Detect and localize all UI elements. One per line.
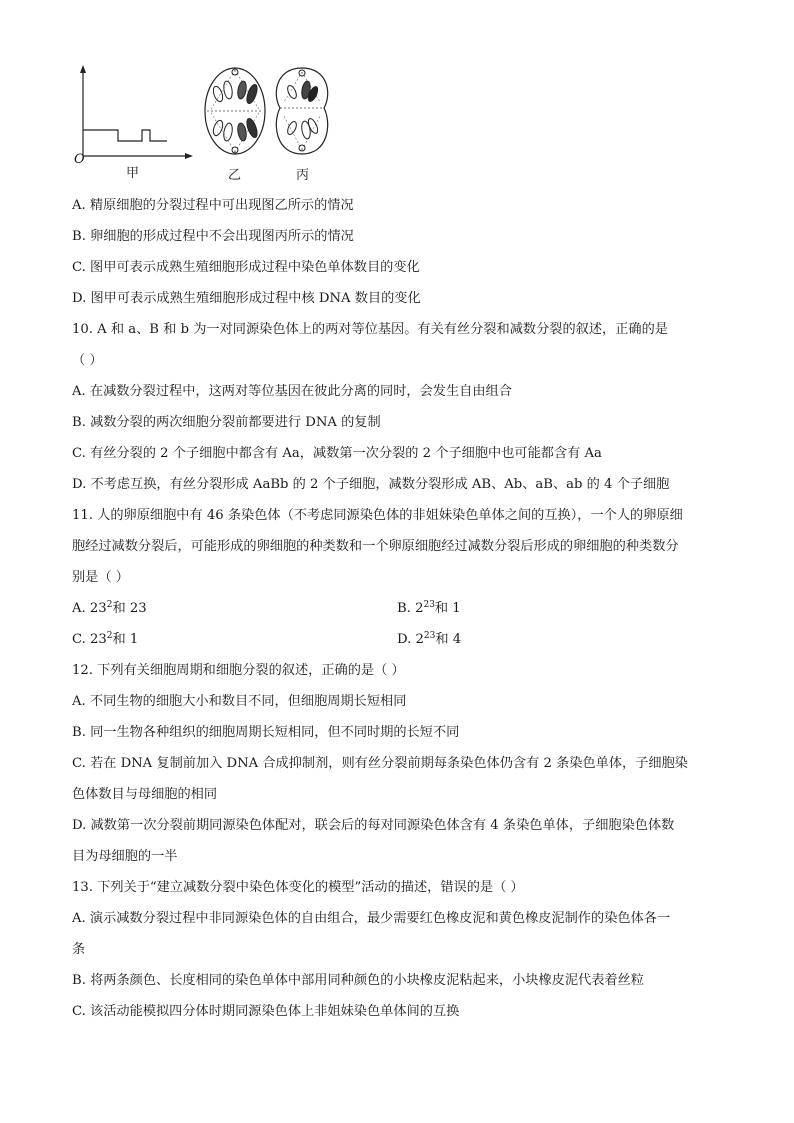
cell-yi	[205, 68, 265, 154]
label-yi: 乙	[228, 168, 242, 183]
q10-stem: 10. A 和 a、B 和 b 为一对同源染色体上的两对等位基因。有关有丝分裂和减数分裂的叙述，正确的是	[72, 322, 668, 337]
graph-jia	[80, 65, 193, 159]
label-bing: 丙	[296, 168, 310, 183]
q9-option-c: C. 图甲可表示成熟生殖细胞形成过程中染色单体数目的变化	[72, 260, 420, 275]
q10-option-c: C. 有丝分裂的 2 个子细胞中都含有 Aa，减数第一次分裂的 2 个子细胞中也可能都含有 Aa	[72, 446, 602, 461]
figure-panel	[70, 62, 350, 184]
label-jia: 甲	[126, 166, 140, 181]
q11-option-b: B. $2^{23}$和 1	[397, 600, 461, 616]
q12-option-d-line1: D. 减数第一次分裂前期同源染色体配对，联会后的每对同源染色体含有 4 条染色单体，子细胞染色体数	[72, 818, 675, 833]
q13-option-a-line2: 条	[72, 942, 86, 957]
y-axis-arrow	[80, 65, 86, 73]
x-axis-arrow	[185, 153, 193, 159]
q12-option-a: A. 不同生物的细胞大小和数目不同，但细胞周期长短相同	[72, 694, 407, 709]
cell-bing	[276, 68, 327, 154]
q9-option-b: B. 卵细胞的形成过程中不会出现图丙所示的情况	[72, 229, 354, 244]
q9-option-a: A. 精原细胞的分裂过程中可出现图乙所示的情况	[72, 198, 354, 213]
q10-option-a: A. 在减数分裂过程中，这两对等位基因在彼此分离的同时，会发生自由组合	[72, 384, 512, 399]
q11-stem-line1: 11. 人的卵原细胞中有 46 条染色体（不考虑同源染色体的非姐妹染色单体之间的互换），一个人的卵原细	[72, 508, 683, 523]
q11-option-c: C. $23^2$和 1	[72, 631, 139, 647]
q11-option-a: A. $23^2$和 23	[72, 600, 147, 616]
q12-option-b: B. 同一生物各种组织的细胞周期长短相同，但不同时期的长短不同	[72, 725, 460, 740]
graph-curve	[83, 130, 167, 141]
q10-option-b: B. 减数分裂的两次细胞分裂前都要进行 DNA 的复制	[72, 415, 381, 430]
q11-options-row1	[72, 593, 722, 624]
q12-option-d-line2: 目为母细胞的一半	[72, 849, 178, 864]
q11-option-d: D. $2^{23}$和 4	[397, 631, 462, 647]
q13-option-b: B. 将两条颜色、长度相同的染色单体中部用同种颜色的小块橡皮泥粘起来，小块橡皮泥代表着丝粒	[72, 973, 644, 988]
q12-stem: 12. 下列有关细胞周期和细胞分裂的叙述，正确的是（ ）	[72, 663, 405, 678]
q12-option-c-line1: C. 若在 DNA 复制前加入 DNA 合成抑制剂，则有丝分裂前期每条染色体仍含有 2 条染色单体，子细胞染	[72, 756, 688, 771]
q13-option-c: C. 该活动能模拟四分体时期同源染色体上非姐妹染色单体间的互换	[72, 1004, 460, 1019]
q13-option-a-line1: A. 演示减数分裂过程中非同源染色体的自由组合，最少需要红色橡皮泥和黄色橡皮泥制作的染色体各一	[72, 911, 671, 926]
q9-option-d: D. 图甲可表示成熟生殖细胞形成过程中核 DNA 数目的变化	[72, 291, 421, 306]
q11-options-row2	[72, 624, 722, 655]
q13-stem: 13. 下列关于“建立减数分裂中染色体变化的模型”活动的描述，错误的是（ ）	[72, 880, 524, 895]
q12-option-c-line2: 色体数目与母细胞的相同	[72, 787, 218, 802]
q10-option-d: D. 不考虑互换，有丝分裂形成 AaBb 的 2 个子细胞，减数分裂形成 AB、Ab、aB、ab 的 4 个子细胞	[72, 477, 670, 492]
origin-label: O	[74, 152, 85, 167]
q11-stem-line3: 别是（ ）	[72, 570, 129, 585]
q11-stem-line2: 胞经过减数分裂后，可能形成的卵细胞的种类数和一个卵原细胞经过减数分裂后形成的卵细胞的种类数分	[72, 539, 679, 554]
q10-stem-cont: （ ）	[72, 353, 103, 368]
question-content	[72, 190, 722, 1027]
